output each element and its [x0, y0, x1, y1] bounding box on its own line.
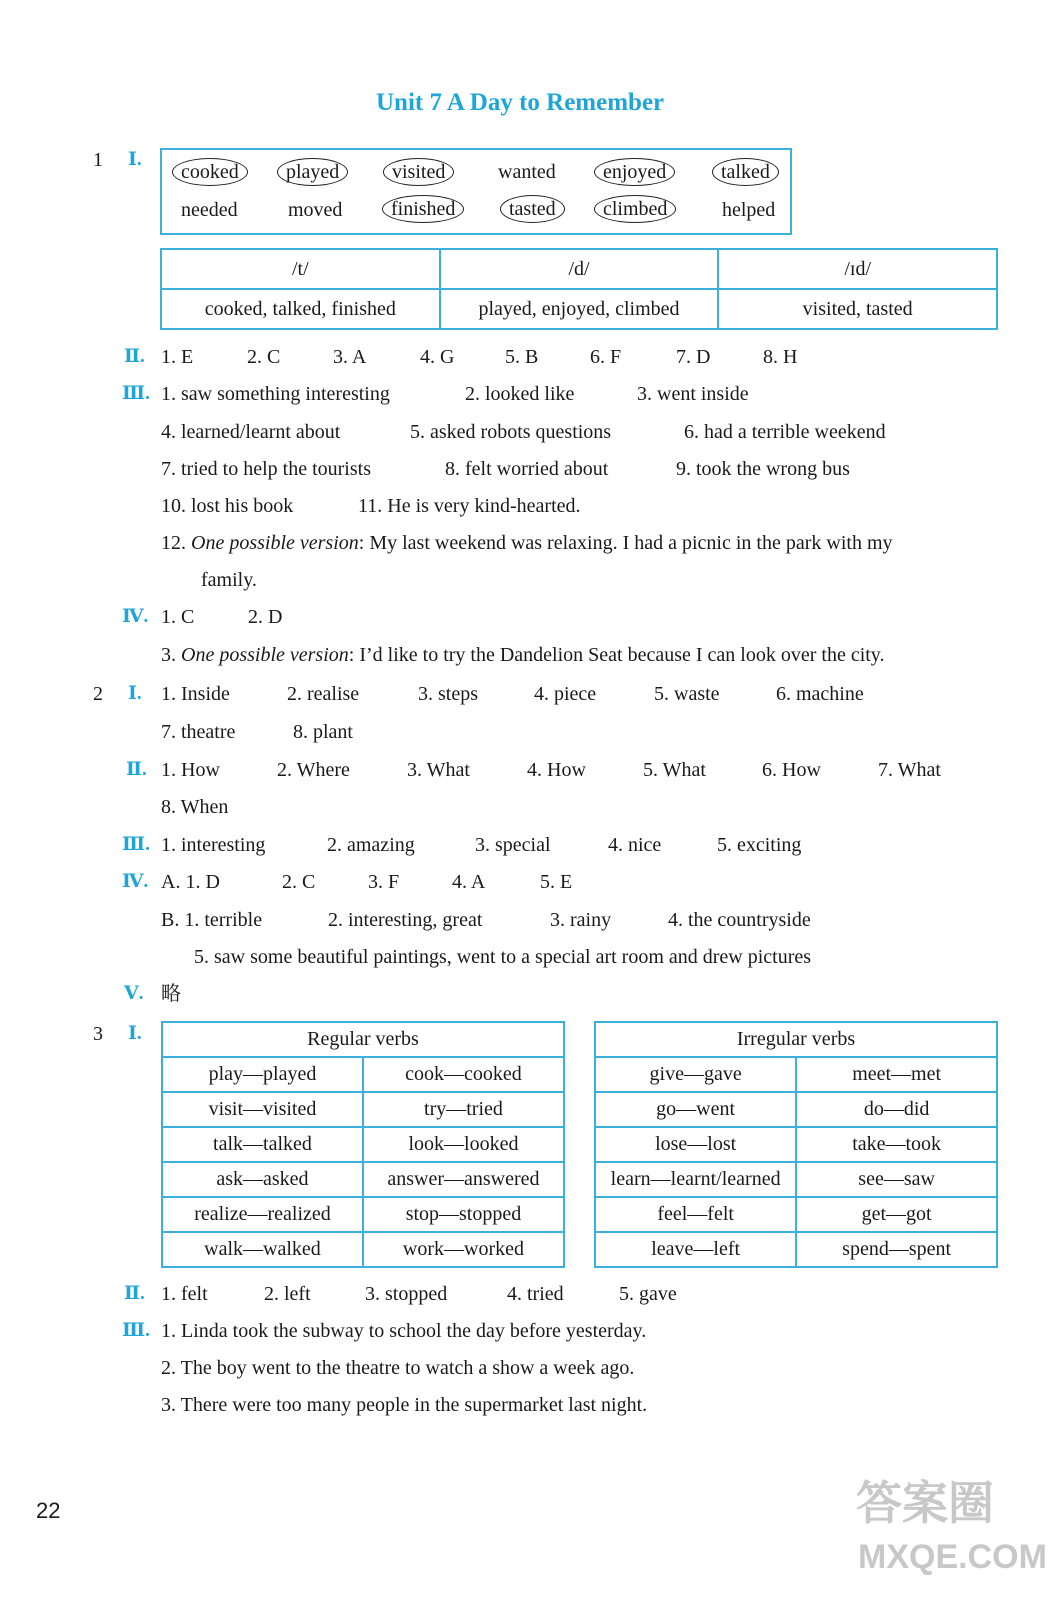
answer: 1. interesting: [161, 834, 266, 856]
sound-header-id: /ɪd/: [718, 249, 997, 289]
answer: 2. amazing: [327, 834, 415, 856]
table-cell: see—saw: [796, 1162, 997, 1197]
answer: 5. What: [643, 759, 706, 781]
answer: 5. E: [540, 871, 573, 893]
word-visited-circle: visited: [383, 158, 454, 186]
irregular-verbs-table: [594, 1021, 998, 1268]
table-cell: answer—answered: [363, 1162, 564, 1197]
word-talked: [712, 158, 779, 186]
sound-header-t: /t/: [161, 249, 440, 289]
sentence: 3. There were too many people in the supermarket last night.: [161, 1394, 648, 1416]
answer: 7. theatre: [161, 721, 236, 743]
table-cell: cook—cooked: [363, 1057, 564, 1092]
section-1-part-III-label: Ⅲ.: [122, 383, 150, 404]
answer: 3. A: [333, 346, 367, 368]
answer: 1. Inside: [161, 683, 230, 705]
possible-version-label: One possible version: [191, 532, 359, 554]
answer: 5. saw some beautiful paintings, went to a special art room and drew pictures: [194, 946, 812, 968]
table-cell: meet—met: [796, 1057, 997, 1092]
answer: 2. Where: [277, 759, 350, 781]
answer: 4. A: [452, 871, 486, 893]
answer-3: [161, 645, 885, 665]
answer: 8. When: [161, 796, 229, 818]
answer: 1. How: [161, 759, 220, 781]
section-2-part-V-label: Ⅴ.: [124, 983, 144, 1004]
answer: 3. special: [475, 834, 551, 856]
answer: 4. tried: [507, 1283, 564, 1305]
answer: 3. stopped: [365, 1283, 448, 1305]
answer: 3. went inside: [637, 383, 749, 405]
item-number: 12.: [161, 532, 186, 554]
answer: 6. How: [762, 759, 821, 781]
table-cell: give—gave: [595, 1057, 796, 1092]
table-cell: feel—felt: [595, 1197, 796, 1232]
table-cell: spend—spent: [796, 1232, 997, 1267]
answer: 6. machine: [776, 683, 864, 705]
section-2-number: 2: [93, 683, 103, 705]
answer: A. 1. D: [161, 871, 220, 893]
answer: 4. G: [420, 346, 455, 368]
answer: 5. waste: [654, 683, 720, 705]
table-cell: talk—talked: [162, 1127, 363, 1162]
table-cell: ask—asked: [162, 1162, 363, 1197]
table-cell: try—tried: [363, 1092, 564, 1127]
answer: 4. the countryside: [668, 909, 811, 931]
section-3-part-III-label: Ⅲ.: [122, 1320, 150, 1341]
word-needed: needed: [181, 199, 238, 221]
sentence: 2. The boy went to the theatre to watch a show a week ago.: [161, 1357, 635, 1379]
word-finished: [382, 195, 464, 223]
section-1-part-II-label: Ⅱ.: [124, 346, 145, 367]
word-moved: moved: [288, 199, 343, 221]
table-cell: play—played: [162, 1057, 363, 1092]
regular-verbs-table: [161, 1021, 565, 1268]
word-climbed: [594, 195, 676, 223]
answer: 3. steps: [418, 683, 478, 705]
sound-cell-d: played, enjoyed, climbed: [440, 289, 719, 329]
section-2-part-IV-label: Ⅳ.: [122, 871, 149, 892]
answer: B. 1. terrible: [161, 909, 263, 931]
sound-header-d: /d/: [440, 249, 719, 289]
answer: 3. F: [368, 871, 400, 893]
answer: 5. exciting: [717, 834, 802, 856]
word-cooked: [172, 158, 248, 186]
section-3-part-I-label: Ⅰ.: [128, 1023, 142, 1044]
table-cell: learn—learnt/learned: [595, 1162, 796, 1197]
answer: 5. asked robots questions: [410, 421, 612, 443]
possible-version-label: One possible version: [181, 644, 349, 666]
table-cell: go—went: [595, 1092, 796, 1127]
answer: 3. What: [407, 759, 470, 781]
answer: 2. looked like: [465, 383, 575, 405]
answer: 1. saw something interesting: [161, 383, 390, 405]
table-cell: visit—visited: [162, 1092, 363, 1127]
word-enjoyed: [594, 158, 675, 186]
sentence: 1. Linda took the subway to school the day before yesterday.: [161, 1320, 647, 1342]
answer: 6. F: [590, 346, 622, 368]
section-1-part-IV-label: Ⅳ.: [122, 606, 149, 627]
page-title: Unit 7 A Day to Remember: [376, 89, 665, 116]
table-cell: look—looked: [363, 1127, 564, 1162]
answer: 略: [161, 981, 181, 1005]
word-finished-circle: finished: [382, 195, 464, 223]
section-2-part-I-label: Ⅰ.: [128, 683, 142, 704]
answer: 1. felt: [161, 1283, 208, 1305]
answer: 2. D: [248, 606, 283, 628]
answer: 4. nice: [608, 834, 662, 856]
section-1-part-I-label: Ⅰ.: [128, 149, 142, 170]
section-1-number: 1: [93, 149, 103, 171]
section-2-part-III-label: Ⅲ.: [122, 834, 150, 855]
answer: 11. He is very kind-hearted.: [358, 495, 581, 517]
table-cell: realize—realized: [162, 1197, 363, 1232]
answer: 4. piece: [534, 683, 597, 705]
page-number: 22: [36, 1498, 61, 1523]
answer: 10. lost his book: [161, 495, 294, 517]
answer-12: [161, 533, 893, 553]
word-enjoyed-circle: enjoyed: [594, 158, 675, 186]
sound-table: [160, 248, 998, 330]
answer-text: : My last weekend was relaxing. I had a picnic in the park with my: [358, 532, 893, 554]
answer: 2. interesting, great: [328, 909, 483, 931]
table-cell: walk—walked: [162, 1232, 363, 1267]
word-helped: helped: [722, 199, 776, 221]
table-cell: get—got: [796, 1197, 997, 1232]
table-cell: work—worked: [363, 1232, 564, 1267]
answer: 9. took the wrong bus: [676, 458, 850, 480]
sound-cell-id: visited, tasted: [718, 289, 997, 329]
answer: 1. E: [161, 346, 194, 368]
answer-text: family.: [201, 569, 257, 591]
answer: 8. H: [763, 346, 798, 368]
item-number: 3.: [161, 644, 176, 666]
answer: 7. D: [676, 346, 711, 368]
table-header: Irregular verbs: [595, 1022, 997, 1057]
table-header: Regular verbs: [162, 1022, 564, 1057]
answer: 5. B: [505, 346, 539, 368]
answer: 2. C: [282, 871, 316, 893]
section-3-number: 3: [93, 1023, 103, 1045]
word-box: [160, 148, 792, 235]
answer: 3. rainy: [550, 909, 612, 931]
answer-text: : I’d like to try the Dandelion Seat because I can look over the city.: [348, 644, 885, 666]
answer: 2. realise: [287, 683, 360, 705]
answer: 2. left: [264, 1283, 311, 1305]
section-3-part-II-label: Ⅱ.: [124, 1283, 145, 1304]
word-tasted: [500, 195, 565, 223]
answer: 7. What: [878, 759, 941, 781]
word-visited: [383, 158, 454, 186]
word-played-circle: played: [277, 158, 348, 186]
word-played: [277, 158, 348, 186]
answer: 4. learned/learnt about: [161, 421, 341, 443]
answer: 5. gave: [619, 1283, 677, 1305]
word-tasted-circle: tasted: [500, 195, 565, 223]
word-talked-circle: talked: [712, 158, 779, 186]
table-cell: do—did: [796, 1092, 997, 1127]
word-wanted: wanted: [498, 161, 556, 183]
watermark-logo: 答案圈: [856, 1476, 994, 1530]
answer: 1. C: [161, 606, 195, 628]
answer: 4. How: [527, 759, 586, 781]
section-2-part-II-label: Ⅱ.: [126, 759, 147, 780]
word-cooked-circle: cooked: [172, 158, 248, 186]
table-cell: leave—left: [595, 1232, 796, 1267]
answer: 7. tried to help the tourists: [161, 458, 371, 480]
table-cell: lose—lost: [595, 1127, 796, 1162]
answer: 6. had a terrible weekend: [684, 421, 886, 443]
table-cell: stop—stopped: [363, 1197, 564, 1232]
word-climbed-circle: climbed: [594, 195, 676, 223]
answer: 8. plant: [293, 721, 353, 743]
answer: 8. felt worried about: [445, 458, 609, 480]
answer: 2. C: [247, 346, 281, 368]
table-cell: take—took: [796, 1127, 997, 1162]
watermark-url: MXQE.COM: [858, 1538, 1047, 1576]
sound-cell-t: cooked, talked, finished: [161, 289, 440, 329]
